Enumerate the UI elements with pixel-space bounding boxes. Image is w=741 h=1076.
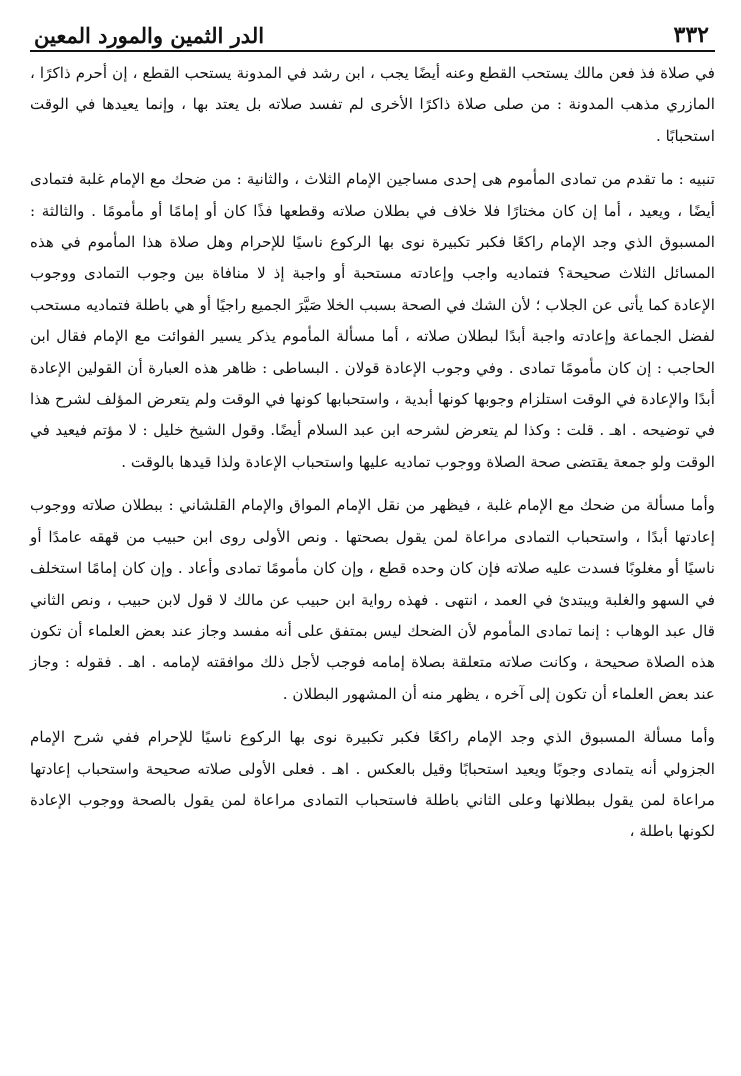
page-number: ٣٣٢ — [673, 22, 709, 48]
paragraph-2: تنبيه : ما تقدم من تمادى المأموم هى إحدى مساجين الإمام الثلاث ، والثانية : من ضحك مع الإمام غلبة فتمادى أيضًا ، ويعيد ، أما إن كان مختارًا فلا خلاف في بطلان صلاته وقطعها فذًا كان أو إمامًا أو مأمومًا . والثالثة : المسبوق الذي وجد الإمام راكعًا فكبر تكبيرة نوى بها الركوع ناسيًا للإحرام وهل صلاة هذا المأموم في هذه المسائل الثلاث صحيحة؟ فتماديه واجب وإعادته مستحبة أو واجبة إذ لا منافاة بين وجوب التمادى ووجوب الإعادة كما يأتى عن الجلاب ؛ لأن الشك في الصحة بسبب الخلا صَيَّرَ الجميع راجيًا أو هي باطلة فتماديه مستحب لفضل الجماعة وإعادته واجبة أبدًا لبطلان صلاته ، أما مسألة المأموم يذكر يسير الفوائت مع الإمام فقال ابن الحاجب : إن كان مأمومًا تمادى . وفي وجوب الإعادة قولان . البساطى : ظاهر هذه العبارة أن القولين الإعادة أبدًا والإعادة في الوقت استلزام وجوبها كونها أبدية ، واستحبابها كونها في الوقت ولم يتعرض المؤلف لشرح هذا في توضيحه . اهـ . قلت : وكذا لم يتعرض لشرحه ابن عبد السلام أيضًا. وقول الشيخ خليل : لا مؤتم فيعيد في الوقت ولو جمعة يقتضى صحة الصلاة ووجوب تماديه عليها واستحباب الإعادة ولذا قيدها بالوقت . — [30, 170, 715, 471]
page-header — [30, 6, 715, 52]
paragraph-4: وأما مسألة المسبوق الذي وجد الإمام راكعًا فكبر تكبيرة نوى بها الركوع ناسيًا للإحرام ففي شرح الإمام الجزولي أنه يتمادى وجوبًا ويعيد استحبابًا وقيل بالعكس . اهـ . فعلى الأولى صلاته صحيحة واستحباب إعادتها مراعاة لمن يقول ببطلانها وعلى الثاني باطلة فاستحباب التمادى مراعاة لمن يقول بالصحة ووجوب الإعادة لكونها باطلة ، — [30, 728, 715, 841]
book-title: الدر الثمين والمورد المعين — [34, 23, 265, 48]
page-body — [30, 58, 715, 848]
paragraph-1: في صلاة فذ فعن مالك يستحب القطع وعنه أيضًا يجب ، ابن رشد في المدونة يستحب القطع ، إن أحرم ذاكرًا ، المازري مذهب المدونة : من صلى صلاة ذاكرًا الأخرى لم تفسد صلاته بل يعتد بها ، وإنما يعيدها في الوقت استحبابًا . — [30, 64, 715, 145]
paragraph-3: وأما مسألة من ضحك مع الإمام غلبة ، فيظهر من نقل الإمام المواق والإمام القلشاني : ببطلان صلاته ووجوب إعادتها أبدًا ، واستحباب التمادى مراعاة لمن يقول بصحتها . ونص الأولى روى ابن حبيب من قهقه عامدًا أو ناسيًا أو مغلوبًا فسدت عليه صلاته فإن كان وحده قطع ، وإن كان مأمومًا تمادى وأعاد . وإن كان إمامًا استخلف في السهو والغلبة ويبتدئ في العمد ، انتهى . فهذه رواية ابن حبيب عن مالك لا قول لابن حبيب ، ونص الثاني قال عبد الوهاب : إنما تمادى المأموم لأن الضحك ليس بمتفق على أنه مفسد وجاز عند بعض العلماء أن تكون هذه الصلاة صحيحة ، وكانت صلاته متعلقة بصلاة إمامه فوجب لأجل ذلك موافقته لإمامه . اهـ . فقوله : وجاز عند بعض العلماء أن تكون إلى آخره ، يظهر منه أن المشهور البطلان . — [30, 496, 715, 703]
